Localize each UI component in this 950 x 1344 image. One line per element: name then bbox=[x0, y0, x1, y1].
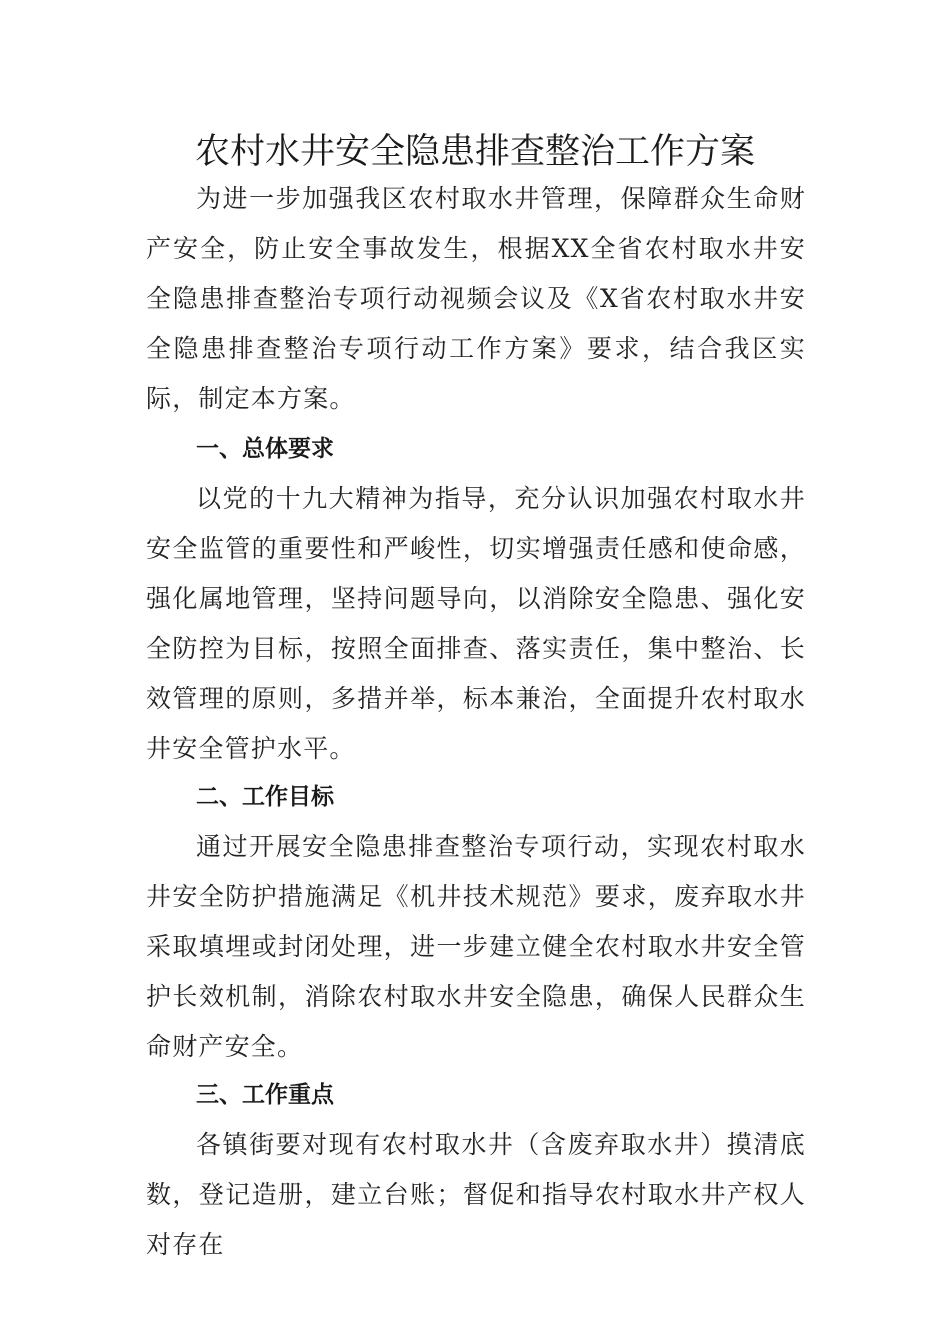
document-title: 农村水井安全隐患排查整治工作方案 bbox=[194, 132, 755, 172]
section-paragraph-1: 以党的十九大精神为指导，充分认识加强农村取水井安全监管的重要性和严峻性，切实增强责任感和使命感，强化属地管理，坚持问题导向，以消除安全隐患、强化安全防控为目标，按照全面排查、落实责任，集中整治、长效管理的原则，多措并举，标本兼治，全面提升农村取水井安全管护水平。 bbox=[146, 484, 806, 763]
section-paragraph-2: 通过开展安全隐患排查整治专项行动，实现农村取水井安全防护措施满足《机井技术规范》要求，废弃取水井采取填埋或封闭处理，进一步建立健全农村取水井安全管护长效机制，消除农村取水井安全隐患，确保人民群众生命财产安全。 bbox=[146, 832, 806, 1061]
section-heading-1: 一、总体要求 bbox=[196, 436, 334, 462]
section-paragraph-3: 各镇街要对现有农村取水井（含废弃取水井）摸清底数，登记造册，建立台账；督促和指导农村取水井产权人对存在 bbox=[146, 1130, 806, 1259]
intro-paragraph: 为进一步加强我区农村取水井管理，保障群众生命财产安全，防止安全事故发生，根据XX全省农村取水井安全隐患排查整治专项行动视频会议及《X省农村取水井安全隐患排查整治专项行动工作方案》要求，结合我区实际，制定本方案。 bbox=[146, 184, 806, 413]
section-heading-2: 二、工作目标 bbox=[196, 784, 334, 810]
section-heading-3: 三、工作重点 bbox=[196, 1082, 334, 1108]
